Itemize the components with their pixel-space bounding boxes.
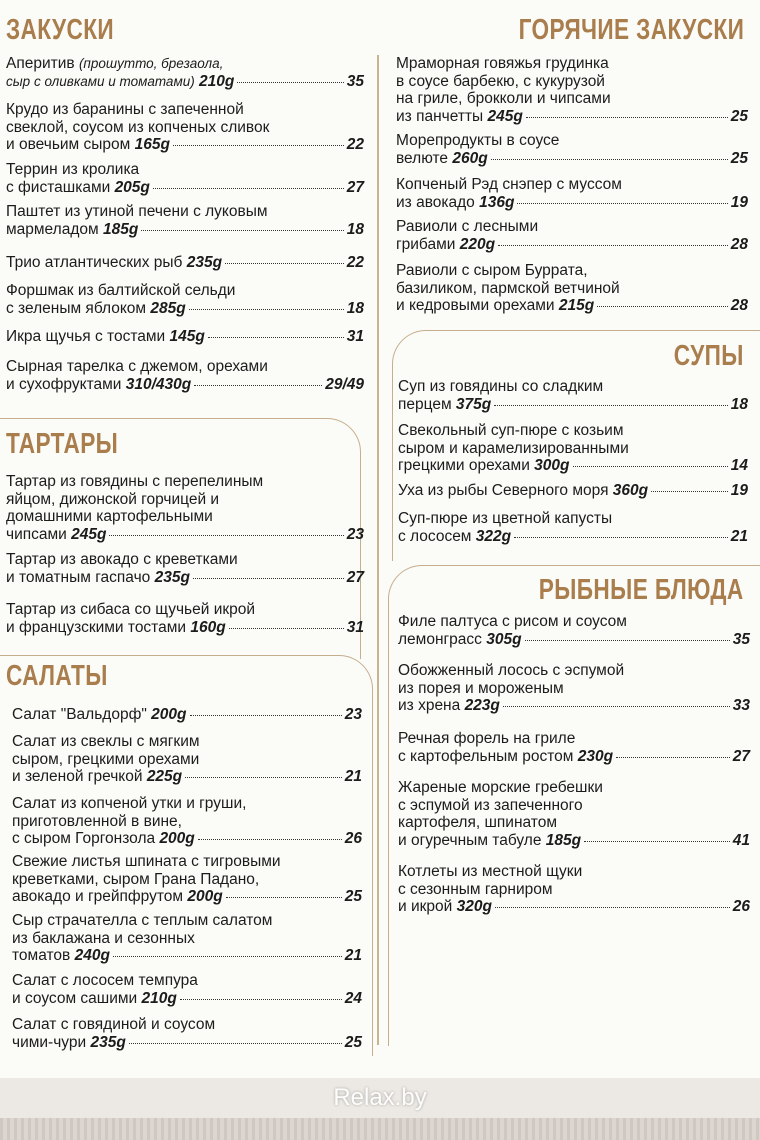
menu-item [396,55,748,125]
item-price: 25 [344,888,362,905]
item-name-line: и французскими тостами 160g [6,618,226,636]
item-weight: 310/430g [125,375,192,393]
item-name-line: Уха из рыбы Северного моря 360g [398,482,649,499]
leader-dots [573,466,728,467]
item-name-line: с эспумой из запеченного [398,796,583,814]
leader-dots [225,263,344,264]
item-name-line: и сухофруктами 310/430g [6,375,192,393]
item-name-line: Салат "Вальдорф" 200g [12,706,187,723]
leader-dots [198,839,342,840]
leader-dots [129,1043,342,1044]
item-name-line: из хрена 223g [398,697,500,714]
item-price: 27 [732,747,750,765]
item-price: 31 [346,328,364,345]
leader-dots [237,82,343,83]
item-price: 25 [730,149,748,167]
item-name-line: и икрой 320g [398,898,492,915]
item-price: 41 [732,831,750,849]
menu-item [6,282,364,317]
item-weight: 230g [577,747,614,765]
watermark: Relax.by [333,1084,427,1111]
item-weight: 235g [90,1033,126,1051]
menu-item [6,551,364,586]
item-name-line: и томатным гаспачо 235g [6,568,190,586]
leader-dots [109,535,343,536]
item-name-line: Крудо из баранины с запеченной [6,101,244,118]
item-name-line: с сезонным гарниром [398,880,553,898]
item-weight: 260g [452,149,488,167]
section-title-tartary: ТАРТАРЫ [6,428,119,460]
item-weight: 320g [456,898,492,915]
item-name-line: Террин из кролика [6,161,140,178]
item-weight: 210g [199,72,235,90]
item-name-line: Свекольный суп-пюре с козьим [398,422,624,439]
item-name-line: Салат из свеклы с мягким [12,733,200,750]
item-price: 18 [346,299,364,317]
menu-item [6,358,364,393]
menu-item [396,176,748,211]
item-name-line: Суп из говядины со сладким [398,378,604,395]
item-name-line: и овечьим сыром 165g [6,136,170,153]
item-name-line: Равиоли с лесными [396,218,539,235]
item-name-line: креветками, сыром Грана Падано, [12,870,260,888]
item-name-line: Тартар из говядины с перепелиным [6,473,264,490]
menu-item [396,218,748,253]
item-name-line: Речная форель на гриле [398,730,576,747]
menu-item [396,132,748,167]
leader-dots [651,491,728,492]
tablecloth [0,1118,760,1140]
item-price: 23 [346,525,364,543]
item-price: 21 [344,947,362,964]
menu-item [398,510,748,545]
menu-item [398,482,748,500]
item-weight: 285g [150,299,186,317]
leader-dots [141,230,343,231]
item-name-line: Сырная тарелка с джемом, орехами [6,358,268,375]
leader-dots [208,337,344,338]
item-weight: 200g [151,706,187,723]
item-weight: 185g [545,831,582,849]
item-name-line: чими-чури 235g [12,1033,126,1051]
menu-item [6,601,364,636]
item-price: 21 [730,527,748,545]
item-weight: 235g [154,568,190,586]
menu-item [396,262,748,315]
item-name-line: Форшмак из балтийской сельди [6,282,236,299]
item-name-line: томатов 240g [12,947,110,964]
item-price: 25 [344,1033,362,1051]
menu-item [398,730,750,765]
menu-item [6,203,364,238]
item-price: 27 [346,178,364,196]
page-divider [377,55,379,1045]
menu-item [398,779,750,849]
item-weight: 215g [558,297,595,314]
item-name-line: сыр с оливками и томатами) 210g [6,72,235,90]
item-name-line: перцем 375g [398,395,492,413]
item-name-line: яйцом, дижонской горчицей и [6,490,220,508]
section-title-supy: СУПЫ [673,340,744,372]
menu-item [398,863,750,916]
leader-dots [180,999,342,1000]
item-name-line: мармеладом 185g [6,220,139,238]
item-name-line: на гриле, брокколи и чипсами [396,90,611,107]
menu-item [6,55,364,90]
item-weight: 322g [475,527,512,545]
menu-item [398,662,750,715]
item-weight: 225g [146,768,183,785]
menu-item [6,473,364,543]
menu-item [398,422,748,475]
item-weight: 200g [187,888,223,905]
item-weight: 300g [534,457,570,474]
menu-item [12,733,362,786]
item-name-line: Трио атлантических рыб 235g [6,254,223,271]
menu-item [6,161,364,196]
item-price: 24 [344,989,362,1007]
item-weight: 220g [459,235,496,253]
leader-dots [517,203,727,204]
item-weight: 305g [486,630,522,648]
item-name-line: Суп-пюре из цветной капусты [398,510,613,527]
item-name-line: из порея и мороженым [398,679,564,697]
item-weight: 205g [114,178,150,196]
item-name-line: Салат из копченой утки и груши, [12,795,247,812]
item-name-line: авокадо и грейпфрутом 200g [12,888,223,905]
item-weight: 185g [102,220,139,238]
item-price: 29/49 [325,375,364,393]
item-price: 25 [730,107,748,125]
menu-item [12,972,362,1007]
item-name-line: Аперитив (прошутто, брезаола, [6,55,224,72]
item-name-line: из панчетты 245g [396,107,523,125]
item-price: 18 [346,220,364,238]
menu-item [6,254,364,272]
item-price: 28 [730,297,748,314]
item-weight: 160g [190,618,226,636]
menu-item [12,912,362,965]
menu-item [12,1016,362,1051]
item-price: 22 [346,254,364,271]
item-name-line: Икра щучья с тостами 145g [6,328,205,345]
item-weight: 240g [74,947,110,964]
item-weight: 245g [71,525,107,543]
item-weight: 375g [455,395,492,413]
item-name-line: базиликом, пармской ветчиной [396,279,620,297]
item-name-line: велюте 260g [396,149,488,167]
item-name-line: с лососем 322g [398,527,512,545]
item-price: 19 [730,482,748,499]
item-name-line: Равиоли с сыром Буррата, [396,262,588,279]
item-price: 33 [732,697,750,714]
item-weight: 165g [134,136,170,153]
menu-item [398,378,748,413]
item-name-line: из авокадо 136g [396,193,515,211]
leader-dots [113,956,342,957]
leader-dots [153,188,344,189]
item-price: 26 [732,898,750,915]
item-weight: 145g [169,328,205,345]
leader-dots [189,309,344,310]
item-name-line: Салат с говядиной и соусом [12,1016,216,1033]
item-name-line: с сыром Горгонзола 200g [12,830,195,847]
menu-item [12,706,362,724]
leader-dots [498,245,728,246]
item-price: 35 [732,630,750,648]
item-name-line: сыром и карамелизированными [398,439,629,457]
leader-dots [491,159,728,160]
item-name-line: приготовленной в вине, [12,812,182,830]
item-name-line: сыром, грецкими орехами [12,750,200,768]
menu-item [12,853,362,906]
item-weight: 210g [141,989,177,1007]
item-price: 18 [730,395,748,413]
leader-dots [494,405,727,406]
item-name-line: грибами 220g [396,235,496,253]
leader-dots [526,117,728,118]
item-name-line: с картофельным ростом 230g [398,747,614,765]
item-name-line: Сыр страчателла с теплым салатом [12,912,273,929]
leader-dots [495,907,730,908]
item-price: 28 [730,235,748,253]
item-price: 31 [346,618,364,636]
section-title-rybnye: РЫБНЫЕ БЛЮДА [539,574,744,606]
item-price: 19 [730,193,748,211]
item-name-line: Тартар из сибаса со щучьей икрой [6,601,256,618]
item-name-line: Свежие листья шпината с тигровыми [12,853,281,870]
item-name-line: в соусе барбекю, с кукурузой [396,72,605,90]
leader-dots [584,841,730,842]
item-price: 27 [346,568,364,586]
item-name-line: и соусом сашими 210g [12,989,177,1007]
item-name-line: свеклой, соусом из копченых сливок [6,118,270,136]
section-title-zakuski: ЗАКУСКИ [6,14,115,46]
leader-dots [173,145,344,146]
item-weight: 235g [186,254,223,271]
item-name-line: картофеля, шпинатом [398,814,558,831]
item-price: 26 [344,830,362,847]
leader-dots [503,706,730,707]
item-name-line: лемонграсс 305g [398,630,522,648]
item-name-line: с зеленым яблоком 285g [6,299,186,317]
item-name-line: домашними картофельными [6,508,213,525]
item-price: 14 [730,457,748,474]
menu-item [6,101,364,154]
menu-item [6,328,364,346]
leader-dots [190,715,342,716]
leader-dots [597,306,728,307]
item-name-line: Салат с лососем темпура [12,972,198,989]
item-name-line: с фисташками 205g [6,178,150,196]
item-name-line: из баклажана и сезонных [12,929,195,947]
item-name-line: Филе палтуса с рисом и соусом [398,613,627,630]
leader-dots [229,628,344,629]
item-name-line: Морепродукты в соусе [396,132,560,149]
leader-dots [514,537,728,538]
section-title-goryachie: ГОРЯЧИЕ ЗАКУСКИ [518,14,744,46]
leader-dots [193,578,344,579]
item-name-line: чипсами 245g [6,525,107,543]
item-weight: 223g [464,697,500,714]
item-name-line: Паштет из утиной печени с луковым [6,203,268,220]
item-price: 22 [346,136,364,153]
item-name-line: Мраморная говяжья грудинка [396,55,609,72]
item-name-line: Тартар из авокадо с креветками [6,551,238,568]
menu-item [12,795,362,848]
item-name-line: Котлеты из местной щуки [398,863,583,880]
leader-dots [616,757,730,758]
item-weight: 200g [159,830,195,847]
item-name-line: Копченый Рэд снэпер с муссом [396,176,622,193]
section-title-salaty: САЛАТЫ [6,660,108,692]
item-weight: 245g [487,107,523,125]
leader-dots [226,897,342,898]
item-name-line: грецкими орехами 300g [398,457,570,474]
leader-dots [525,640,730,641]
item-name-line: Жареные морские гребешки [398,779,603,796]
item-weight: 136g [479,193,515,211]
menu-item [398,613,750,648]
item-name-line: и огуречным табуле 185g [398,831,582,849]
item-weight: 360g [612,482,649,499]
leader-dots [185,777,342,778]
item-name-line: и кедровыми орехами 215g [396,297,595,314]
item-name-line: Обожженный лосось с эспумой [398,662,625,679]
item-price: 23 [344,706,362,723]
item-name-line: и зеленой гречкой 225g [12,768,183,785]
leader-dots [194,385,322,386]
item-price: 35 [346,72,364,90]
item-price: 21 [344,768,362,785]
